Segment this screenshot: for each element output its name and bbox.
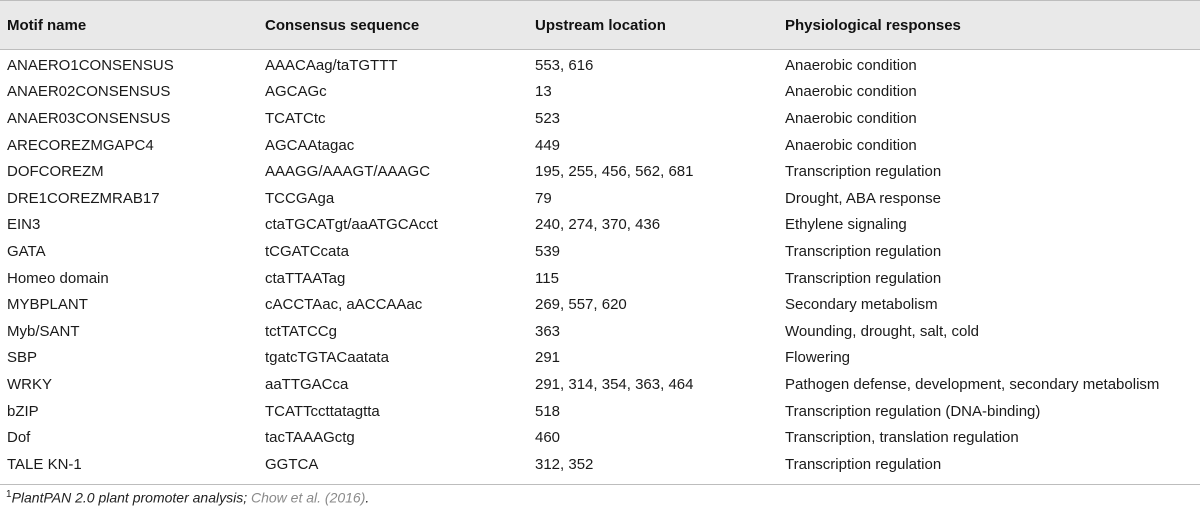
consensus-sequence-cell: cACCTAac, aACCAAac bbox=[265, 296, 423, 314]
upstream-location-cell: 291, 314, 354, 363, 464 bbox=[535, 375, 694, 393]
physiological-response-cell: Transcription regulation (DNA-binding) bbox=[785, 402, 1041, 420]
motif-name-cell: Homeo domain bbox=[7, 269, 109, 287]
motif-name-cell: DRE1COREZMRAB17 bbox=[7, 189, 160, 207]
motif-name-cell: ANAER03CONSENSUS bbox=[7, 109, 171, 127]
table-row bbox=[0, 105, 1200, 132]
footnote-text: PlantPAN 2.0 plant promoter analysis; bbox=[11, 489, 251, 506]
motif-name-cell: MYBPLANT bbox=[7, 296, 88, 314]
table-row bbox=[0, 371, 1200, 398]
upstream-location-cell: 363 bbox=[535, 322, 561, 340]
motif-name-cell: GATA bbox=[7, 242, 46, 260]
motif-name-cell: DOFCOREZM bbox=[7, 163, 104, 181]
table-row bbox=[0, 424, 1200, 451]
upstream-location-cell: 79 bbox=[535, 189, 552, 207]
upstream-location-cell: 195, 255, 456, 562, 681 bbox=[535, 163, 694, 181]
consensus-sequence-cell: AGCAGc bbox=[265, 83, 327, 101]
consensus-sequence-cell: ctaTTAATag bbox=[265, 269, 346, 287]
consensus-sequence-cell: AGCAAtagac bbox=[265, 136, 355, 154]
physiological-response-cell: Drought, ABA response bbox=[785, 189, 941, 207]
header-upstream-location: Upstream location bbox=[535, 16, 666, 34]
footnote-end: . bbox=[365, 489, 370, 506]
physiological-response-cell: Ethylene signaling bbox=[785, 216, 907, 234]
motif-name-cell: ANAERO1CONSENSUS bbox=[7, 56, 174, 74]
table-row bbox=[0, 345, 1200, 372]
motif-name-cell: ANAER02CONSENSUS bbox=[7, 83, 171, 101]
physiological-response-cell: Flowering bbox=[785, 349, 851, 367]
upstream-location-cell: 518 bbox=[535, 402, 561, 420]
upstream-location-cell: 539 bbox=[535, 242, 561, 260]
physiological-response-cell: Secondary metabolism bbox=[785, 296, 938, 314]
table-row bbox=[0, 52, 1200, 79]
consensus-sequence-cell: AAACAag/taTGTTT bbox=[265, 56, 398, 74]
motif-name-cell: WRKY bbox=[7, 375, 52, 393]
table-bottom-rule bbox=[0, 484, 1200, 485]
table-row bbox=[0, 158, 1200, 185]
header-consensus-sequence: Consensus sequence bbox=[265, 16, 420, 34]
consensus-sequence-cell: TCATCtc bbox=[265, 109, 326, 127]
table-row bbox=[0, 79, 1200, 106]
consensus-sequence-cell: ctaTGCATgt/aaATGCAcct bbox=[265, 216, 438, 234]
physiological-response-cell: Anaerobic condition bbox=[785, 109, 917, 127]
table-row bbox=[0, 451, 1200, 478]
physiological-response-cell: Transcription, translation regulation bbox=[785, 429, 1019, 447]
upstream-location-cell: 13 bbox=[535, 83, 552, 101]
upstream-location-cell: 523 bbox=[535, 109, 561, 127]
table-row bbox=[0, 238, 1200, 265]
footnote-citation: Chow et al. (2016) bbox=[250, 489, 366, 506]
physiological-response-cell: Anaerobic condition bbox=[785, 83, 917, 101]
consensus-sequence-cell: GGTCA bbox=[265, 455, 319, 473]
physiological-response-cell: Transcription regulation bbox=[785, 242, 942, 260]
motif-name-cell: Myb/SANT bbox=[7, 322, 80, 340]
upstream-location-cell: 312, 352 bbox=[535, 455, 594, 473]
consensus-sequence-cell: TCCGAga bbox=[265, 189, 335, 207]
consensus-sequence-cell: AAAGG/AAAGT/AAAGC bbox=[265, 163, 431, 181]
table-row bbox=[0, 398, 1200, 425]
consensus-sequence-cell: tctTATCCg bbox=[265, 322, 337, 340]
table-header bbox=[0, 0, 1200, 50]
table-row bbox=[0, 265, 1200, 292]
consensus-sequence-cell: aaTTGACca bbox=[265, 375, 349, 393]
consensus-sequence-cell: TCATTccttatagtta bbox=[265, 402, 380, 420]
motif-name-cell: EIN3 bbox=[7, 216, 41, 234]
footnote-marker: 1 bbox=[6, 489, 12, 500]
upstream-location-cell: 291 bbox=[535, 349, 561, 367]
physiological-response-cell: Transcription regulation bbox=[785, 455, 942, 473]
upstream-location-cell: 449 bbox=[535, 136, 561, 154]
upstream-location-cell: 240, 274, 370, 436 bbox=[535, 216, 661, 234]
upstream-location-cell: 115 bbox=[535, 269, 559, 287]
header-motif-name: Motif name bbox=[7, 16, 87, 34]
table-row bbox=[0, 132, 1200, 159]
motif-name-cell: Dof bbox=[7, 429, 31, 447]
physiological-response-cell: Anaerobic condition bbox=[785, 136, 917, 154]
upstream-location-cell: 269, 557, 620 bbox=[535, 296, 627, 314]
motif-name-cell: ARECOREZMGAPC4 bbox=[7, 136, 154, 154]
physiological-response-cell: Transcription regulation bbox=[785, 269, 942, 287]
consensus-sequence-cell: tCGATCcata bbox=[265, 242, 349, 260]
upstream-location-cell: 460 bbox=[535, 429, 561, 447]
consensus-sequence-cell: tacTAAAGctg bbox=[265, 429, 355, 447]
physiological-response-cell: Anaerobic condition bbox=[785, 56, 917, 74]
table-row bbox=[0, 185, 1200, 212]
table-row bbox=[0, 291, 1200, 318]
physiological-response-cell: Wounding, drought, salt, cold bbox=[785, 322, 980, 340]
physiological-response-cell: Transcription regulation bbox=[785, 163, 942, 181]
physiological-response-cell: Pathogen defense, development, secondary metabolism bbox=[785, 375, 1160, 393]
table-row bbox=[0, 212, 1200, 239]
table-body bbox=[0, 50, 1200, 478]
motif-name-cell: SBP bbox=[7, 349, 38, 367]
header-physiological-responses: Physiological responses bbox=[785, 16, 961, 34]
upstream-location-cell: 553, 616 bbox=[535, 56, 594, 74]
motif-name-cell: bZIP bbox=[7, 402, 39, 420]
table-row bbox=[0, 318, 1200, 345]
table-footnote bbox=[6, 489, 369, 506]
consensus-sequence-cell: tgatcTGTACaatata bbox=[265, 349, 389, 367]
motif-name-cell: TALE KN-1 bbox=[7, 455, 82, 473]
